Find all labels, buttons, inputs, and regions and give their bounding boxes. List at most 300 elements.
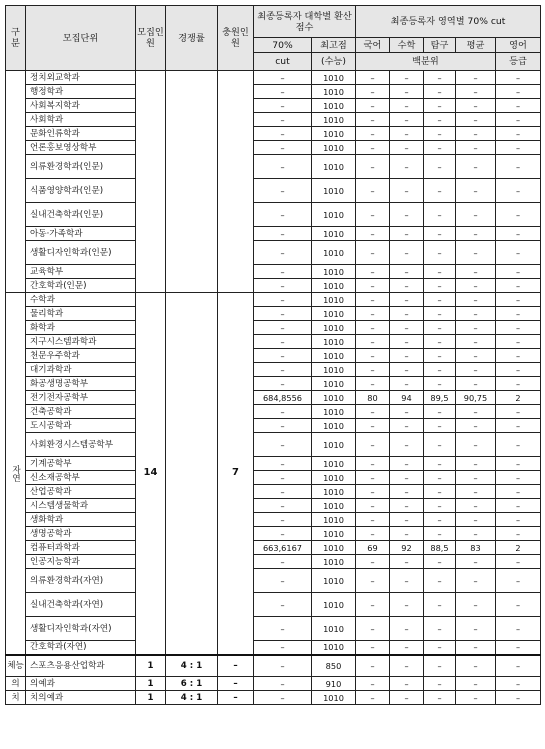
average-cell: 83 [456,541,496,555]
unit-cell: 교육학부 [26,265,136,279]
english-cell: – [496,85,541,99]
inquiry-cell: 88,5 [424,541,456,555]
competition-cell: 4 : 1 [166,655,218,677]
inquiry-cell: – [424,691,456,705]
math-cell: – [390,405,424,419]
unit-cell: 화학과 [26,321,136,335]
average-cell: – [456,485,496,499]
max-score-cell: 1010 [312,99,356,113]
header-english: 영어 [496,38,541,53]
korean-cell: – [356,617,390,641]
table-row [6,569,541,593]
korean-cell: – [356,349,390,363]
inquiry-cell: – [424,241,456,265]
korean-cell: – [356,335,390,349]
cut70-cell: – [254,155,312,179]
inquiry-cell: – [424,617,456,641]
average-cell: – [456,349,496,363]
table-row [6,377,541,391]
korean-cell: – [356,179,390,203]
korean-cell: – [356,677,390,691]
admission-results-table-container [5,5,540,705]
unit-cell: 사회복지학과 [26,99,136,113]
english-cell: 2 [496,391,541,405]
math-cell: – [390,499,424,513]
unit-cell: 화공생명공학부 [26,377,136,391]
max-score-cell: 1010 [312,405,356,419]
average-cell: – [456,99,496,113]
header-korean: 국어 [356,38,390,53]
average-cell: – [456,363,496,377]
unit-cell: 간호학과(자연) [26,641,136,655]
english-cell: – [496,471,541,485]
korean-cell: – [356,485,390,499]
inquiry-cell: – [424,321,456,335]
table-row [6,691,541,705]
table-row [6,485,541,499]
table-row [6,555,541,569]
max-score-cell: 1010 [312,227,356,241]
korean-cell: – [356,419,390,433]
average-cell: – [456,293,496,307]
english-cell: – [496,307,541,321]
inquiry-cell: – [424,307,456,321]
category-cell: 치 [6,691,26,705]
korean-cell: – [356,321,390,335]
english-cell: – [496,349,541,363]
inquiry-cell: – [424,227,456,241]
table-row [6,419,541,433]
max-score-cell: 910 [312,677,356,691]
english-cell: 2 [496,541,541,555]
english-cell: – [496,363,541,377]
unit-cell: 실내건축학과(자연) [26,593,136,617]
average-cell: – [456,555,496,569]
math-cell: – [390,555,424,569]
unit-cell: 사회환경시스템공학부 [26,433,136,457]
max-score-cell: 1010 [312,241,356,265]
korean-cell: – [356,203,390,227]
cut70-cell: – [254,457,312,471]
math-cell: – [390,85,424,99]
math-cell: – [390,593,424,617]
max-score-cell: 1010 [312,127,356,141]
cut70-cell: – [254,71,312,85]
inquiry-cell: – [424,127,456,141]
english-cell: – [496,691,541,705]
max-score-cell: 1010 [312,541,356,555]
table-row [6,99,541,113]
max-score-cell: 1010 [312,433,356,457]
header-converted-score: 최종등록자 대학별 환산점수 [254,6,356,38]
category-cell: 자연 [6,293,26,655]
table-row [6,405,541,419]
filled-cell: – [218,691,254,705]
korean-cell: – [356,641,390,655]
average-cell: – [456,203,496,227]
inquiry-cell: – [424,279,456,293]
math-cell: – [390,471,424,485]
average-cell: – [456,641,496,655]
table-row [6,241,541,265]
korean-cell: – [356,99,390,113]
average-cell: – [456,307,496,321]
table-row [6,335,541,349]
admission-results-table [5,5,541,705]
max-score-cell: 1010 [312,555,356,569]
cut70-cell: – [254,377,312,391]
inquiry-cell: – [424,265,456,279]
cut70-cell: – [254,99,312,113]
unit-cell: 산업공학과 [26,485,136,499]
math-cell: – [390,279,424,293]
english-cell: – [496,485,541,499]
unit-cell: 도시공학과 [26,419,136,433]
inquiry-cell: – [424,513,456,527]
unit-cell: 문화인류학과 [26,127,136,141]
inquiry-cell: – [424,179,456,203]
english-cell: – [496,71,541,85]
cut70-cell: – [254,179,312,203]
korean-cell: – [356,527,390,541]
average-cell: 90,75 [456,391,496,405]
average-cell: – [456,335,496,349]
header-converted-70: 70% [254,38,312,53]
math-cell: – [390,569,424,593]
cut70-cell: – [254,227,312,241]
average-cell: – [456,499,496,513]
cut70-cell: – [254,555,312,569]
math-cell: 94 [390,391,424,405]
cut70-cell: – [254,677,312,691]
english-cell: – [496,419,541,433]
max-score-cell: 1010 [312,419,356,433]
inquiry-cell: – [424,71,456,85]
header-area-cut: 최종등록자 영역별 70% cut [356,6,541,38]
inquiry-cell: – [424,349,456,363]
inquiry-cell: – [424,405,456,419]
unit-cell: 수학과 [26,293,136,307]
header-unit: 모집단위 [26,6,136,71]
max-score-cell: 1010 [312,179,356,203]
max-score-cell: 1010 [312,527,356,541]
math-cell: – [390,293,424,307]
max-score-cell: 1010 [312,349,356,363]
unit-cell: 의류환경학과(자연) [26,569,136,593]
inquiry-cell: – [424,677,456,691]
table-row [6,203,541,227]
max-score-cell: 1010 [312,279,356,293]
math-cell: – [390,179,424,203]
header-english-sub: 등급 [496,53,541,71]
table-row [6,655,541,677]
max-score-cell: 1010 [312,391,356,405]
inquiry-cell: – [424,555,456,569]
unit-cell: 인공지능학과 [26,555,136,569]
max-score-cell: 1010 [312,335,356,349]
cut70-cell: – [254,593,312,617]
math-cell: – [390,527,424,541]
math-cell: – [390,419,424,433]
table-row [6,113,541,127]
header-filled: 충원인원 [218,6,254,71]
unit-cell: 실내건축학과(인문) [26,203,136,227]
average-cell: – [456,265,496,279]
inquiry-cell: – [424,141,456,155]
cut70-cell: – [254,471,312,485]
cut70-cell: – [254,203,312,227]
max-score-cell: 1010 [312,691,356,705]
math-cell: – [390,265,424,279]
inquiry-cell: 89,5 [424,391,456,405]
max-score-cell: 1010 [312,499,356,513]
table-row [6,541,541,555]
math-cell: – [390,335,424,349]
english-cell: – [496,279,541,293]
cut70-cell: – [254,141,312,155]
inquiry-cell: – [424,113,456,127]
table-row [6,307,541,321]
average-cell: – [456,691,496,705]
cut70-cell: – [254,265,312,279]
table-row [6,471,541,485]
max-score-cell: 1010 [312,485,356,499]
filled-cell: – [218,655,254,677]
unit-cell: 지구시스템과학과 [26,335,136,349]
average-cell: – [456,71,496,85]
average-cell: – [456,127,496,141]
competition-cell: 6 : 1 [166,677,218,691]
unit-cell: 의예과 [26,677,136,691]
average-cell: – [456,433,496,457]
inquiry-cell: – [424,155,456,179]
math-cell: – [390,349,424,363]
unit-cell: 대기과학과 [26,363,136,377]
korean-cell: – [356,555,390,569]
korean-cell: – [356,471,390,485]
inquiry-cell: – [424,335,456,349]
korean-cell: 80 [356,391,390,405]
average-cell: – [456,155,496,179]
inquiry-cell: – [424,419,456,433]
math-cell: – [390,241,424,265]
english-cell: – [496,179,541,203]
max-score-cell: 1010 [312,203,356,227]
math-cell: – [390,457,424,471]
unit-cell: 천문우주학과 [26,349,136,363]
math-cell: – [390,617,424,641]
unit-cell: 건축공학과 [26,405,136,419]
inquiry-cell: – [424,485,456,499]
cut70-cell: 663,6167 [254,541,312,555]
unit-cell: 생활디자인학과(인문) [26,241,136,265]
competition-cell [166,293,218,655]
table-row [6,391,541,405]
math-cell: – [390,321,424,335]
korean-cell: – [356,655,390,677]
average-cell: – [456,527,496,541]
unit-cell: 아동·가족학과 [26,227,136,241]
max-score-cell: 1010 [312,113,356,127]
english-cell: – [496,141,541,155]
korean-cell: – [356,405,390,419]
header-average: 평균 [456,38,496,53]
max-score-cell: 1010 [312,265,356,279]
max-score-cell: 1010 [312,321,356,335]
english-cell: – [496,593,541,617]
math-cell: – [390,485,424,499]
max-score-cell: 1010 [312,513,356,527]
inquiry-cell: – [424,569,456,593]
cut70-cell: 684,8556 [254,391,312,405]
math-cell: – [390,307,424,321]
unit-cell: 사회학과 [26,113,136,127]
table-row [6,155,541,179]
table-row [6,513,541,527]
math-cell: – [390,641,424,655]
competition-cell [166,71,218,293]
table-row [6,457,541,471]
math-cell: – [390,155,424,179]
header-category: 구분 [6,6,26,71]
english-cell: – [496,293,541,307]
korean-cell: – [356,377,390,391]
unit-cell: 전기전자공학부 [26,391,136,405]
inquiry-cell: – [424,363,456,377]
english-cell: – [496,527,541,541]
max-score-cell: 1010 [312,155,356,179]
korean-cell: – [356,363,390,377]
average-cell: – [456,569,496,593]
korean-cell: – [356,293,390,307]
math-cell: 92 [390,541,424,555]
cut70-cell: – [254,485,312,499]
unit-cell: 행정학과 [26,85,136,99]
english-cell: – [496,655,541,677]
header-math: 수학 [390,38,424,53]
english-cell: – [496,99,541,113]
unit-cell: 식품영양학과(인문) [26,179,136,203]
korean-cell: – [356,513,390,527]
unit-cell: 생명공학과 [26,527,136,541]
unit-cell: 시스템생물학과 [26,499,136,513]
average-cell: – [456,655,496,677]
english-cell: – [496,377,541,391]
inquiry-cell: – [424,457,456,471]
table-row [6,349,541,363]
average-cell: – [456,85,496,99]
unit-cell: 정치외교학과 [26,71,136,85]
table-row [6,141,541,155]
max-score-cell: 850 [312,655,356,677]
table-row [6,433,541,457]
english-cell: – [496,321,541,335]
korean-cell: – [356,155,390,179]
unit-cell: 스포츠응용산업학과 [26,655,136,677]
quota-cell: 1 [136,691,166,705]
cut70-cell: – [254,293,312,307]
math-cell: – [390,677,424,691]
max-score-cell: 1010 [312,617,356,641]
max-score-cell: 1010 [312,471,356,485]
cut70-cell: – [254,241,312,265]
english-cell: – [496,677,541,691]
average-cell: – [456,377,496,391]
table-row [6,179,541,203]
inquiry-cell: – [424,655,456,677]
english-cell: – [496,127,541,141]
unit-cell: 언론홍보영상학부 [26,141,136,155]
cut70-cell: – [254,641,312,655]
average-cell: – [456,513,496,527]
average-cell: – [456,179,496,203]
english-cell: – [496,227,541,241]
korean-cell: – [356,593,390,617]
korean-cell: – [356,127,390,141]
inquiry-cell: – [424,99,456,113]
cut70-cell: – [254,569,312,593]
korean-cell: – [356,265,390,279]
max-score-cell: 1010 [312,569,356,593]
korean-cell: – [356,85,390,99]
cut70-cell: – [254,405,312,419]
average-cell: – [456,113,496,127]
cut70-cell: – [254,307,312,321]
math-cell: – [390,377,424,391]
table-row [6,265,541,279]
table-row [6,593,541,617]
average-cell: – [456,419,496,433]
table-row [6,499,541,513]
unit-cell: 물리학과 [26,307,136,321]
filled-cell: – [218,677,254,691]
unit-cell: 간호학과(인문) [26,279,136,293]
average-cell: – [456,457,496,471]
korean-cell: – [356,307,390,321]
competition-cell: 4 : 1 [166,691,218,705]
korean-cell: – [356,569,390,593]
unit-cell: 컴퓨터과학과 [26,541,136,555]
cut70-cell: – [254,363,312,377]
cut70-cell: – [254,691,312,705]
admission-results-body [6,71,541,705]
korean-cell: – [356,71,390,85]
inquiry-cell: – [424,499,456,513]
quota-cell: 1 [136,677,166,691]
cut70-cell: – [254,127,312,141]
inquiry-cell: – [424,593,456,617]
table-row [6,279,541,293]
english-cell: – [496,641,541,655]
inquiry-cell: – [424,433,456,457]
quota-cell: 14 [136,293,166,655]
max-score-cell: 1010 [312,293,356,307]
inquiry-cell: – [424,203,456,227]
english-cell: – [496,513,541,527]
cut70-cell: – [254,655,312,677]
max-score-cell: 1010 [312,141,356,155]
header-converted-max: 최고점 [312,38,356,53]
quota-cell: 1 [136,655,166,677]
max-score-cell: 1010 [312,641,356,655]
average-cell: – [456,471,496,485]
header-inquiry: 탐구 [424,38,456,53]
max-score-cell: 1010 [312,593,356,617]
inquiry-cell: – [424,527,456,541]
header-converted-70-sub: cut [254,53,312,71]
cut70-cell: – [254,499,312,513]
math-cell: – [390,691,424,705]
